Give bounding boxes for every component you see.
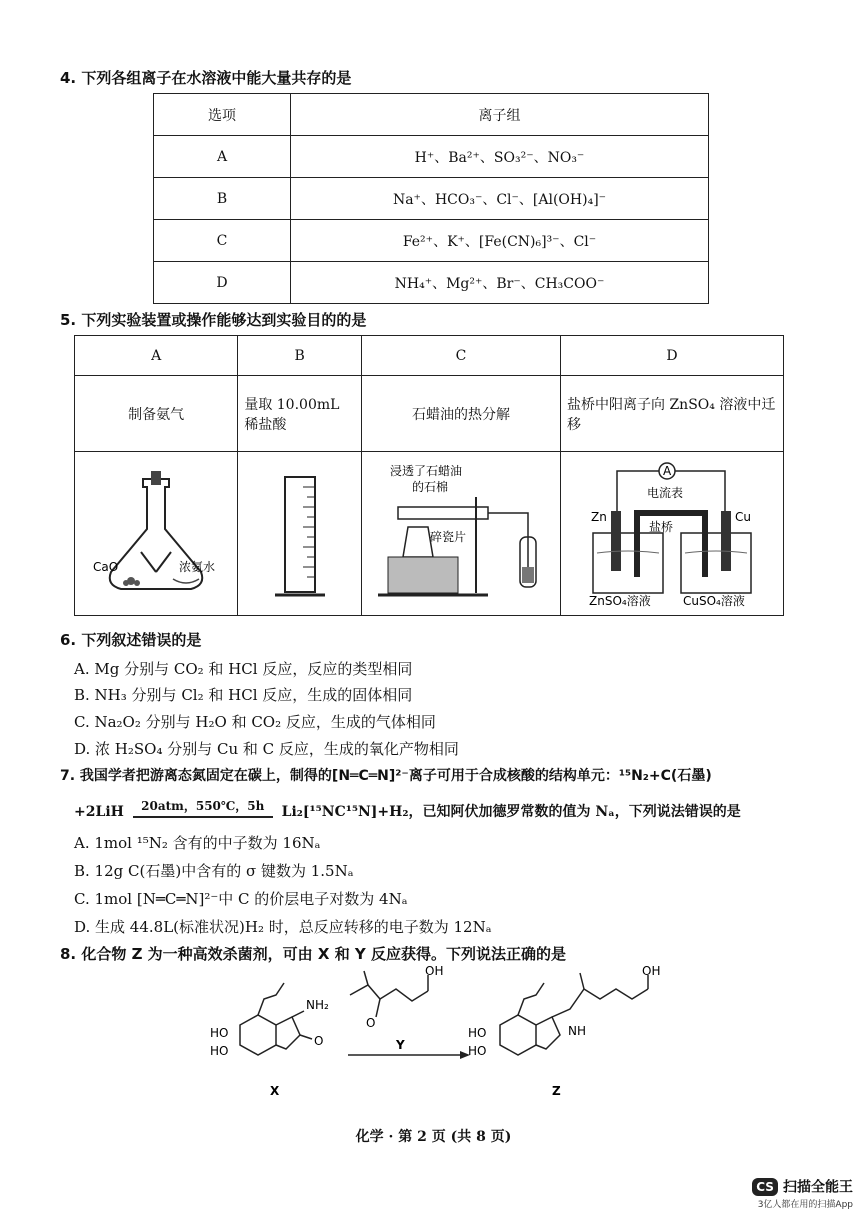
zn-label: Zn (591, 509, 607, 524)
ho-label-z2: HO (468, 1044, 487, 1058)
col-header: C (361, 336, 560, 376)
q6-option-b: B. NH₃ 分别与 Cl₂ 和 HCl 反应，生成的固体相同 (74, 686, 413, 704)
ammonia-label: 浓氨水 (179, 559, 216, 574)
ho-label: HO (210, 1044, 229, 1058)
nh-label: NH (568, 1024, 586, 1038)
table-row (154, 262, 709, 304)
apparatus-c (361, 452, 560, 616)
row-ions: Na⁺、HCO₃⁻、Cl⁻、[Al(OH)₄]⁻ (291, 178, 709, 220)
q6-option-c: C. Na₂O₂ 分别与 H₂O 和 CO₂ 反应，生成的气体相同 (74, 713, 436, 731)
q7-option-c: C. 1mol [N═C═N]²⁻中 C 的价层电子对数为 4Nₐ (74, 890, 408, 908)
question-5-title: 5. 下列实验装置或操作能够达到实验目的的是 (60, 311, 367, 329)
col-header: A (75, 336, 238, 376)
row-ions: H⁺、Ba²⁺、SO₃²⁻、NO₃⁻ (291, 136, 709, 178)
salt-bridge-label: 盐桥 (649, 519, 674, 534)
row-label: B (154, 178, 291, 220)
ammeter-label: 电流表 (647, 485, 684, 500)
purpose-cell: 盐桥中阳离子向 ZnSO₄ 溶液中迁移 (561, 376, 784, 452)
q7-option-d: D. 生成 44.8L(标准状况)H₂ 时，总反应转移的电子数为 12Nₐ (74, 918, 492, 936)
row-ions: NH₄⁺、Mg²⁺、Br⁻、CH₃COO⁻ (291, 262, 709, 304)
header-ions: 离子组 (291, 94, 709, 136)
ammonia-flask-diagram (81, 457, 231, 607)
row-label: C (154, 220, 291, 262)
q6-option-a: A. Mg 分别与 CO₂ 和 HCl 反应，反应的类型相同 (74, 660, 413, 678)
molecule-y (350, 971, 428, 1017)
ammeter-symbol: A (663, 463, 672, 478)
q7-reactant: +2LiH (74, 804, 124, 820)
apparatus-a (75, 452, 238, 616)
cao-label: CaO (93, 559, 119, 574)
molecule-x (240, 983, 312, 1055)
watermark-subtitle: 3亿人都在用的扫描App (757, 1199, 853, 1210)
table-row (75, 376, 784, 452)
apparatus-d (561, 452, 784, 616)
apparatus-b (238, 452, 362, 616)
question-8-title: 8. 化合物 Z 为一种高效杀菌剂，可由 X 和 Y 反应获得。下列说法正确的是 (60, 945, 566, 963)
question-6-title: 6. 下列叙述错误的是 (60, 631, 202, 649)
q6-option-d: D. 浓 H₂SO₄ 分别与 Cu 和 C 反应，生成的氧化产物相同 (74, 740, 459, 758)
col-header: D (561, 336, 784, 376)
q7-condition: 20atm，550℃，5h (133, 796, 273, 818)
col-header: B (238, 336, 362, 376)
cu-label: Cu (735, 509, 751, 524)
molecule-z (500, 973, 648, 1055)
table-row (154, 220, 709, 262)
paraffin-cracking-diagram (368, 457, 554, 607)
row-label: A (154, 136, 291, 178)
page-footer: 化学 · 第 2 页 (共 8 页) (355, 1129, 512, 1145)
galvanic-cell-diagram (567, 457, 777, 607)
x-label: X (270, 1084, 280, 1098)
graduated-cylinder-diagram (245, 457, 355, 607)
question-4-title: 4. 下列各组离子在水溶液中能大量共存的是 (60, 69, 352, 87)
question-7-line1: 7. 我国学者把游离态氮固定在碳上，制得的[N═C═N]²⁻离子可用于合成核酸的结构单元：¹⁵N₂+C(石墨) (60, 768, 712, 784)
table-row (154, 136, 709, 178)
ho-label-z: HO (468, 1026, 487, 1040)
asbestos-label: 浸透了石蜡油 (389, 463, 462, 478)
table-row (75, 336, 784, 376)
scanner-watermark (752, 1176, 853, 1210)
watermark-name: 扫描全能王 (783, 1179, 853, 1196)
question-7-line2 (74, 799, 741, 824)
q7-option-a: A. 1mol ¹⁵N₂ 含有的中子数为 16Nₐ (74, 834, 321, 852)
purpose-cell: 石蜡油的热分解 (361, 376, 560, 452)
table-row (154, 178, 709, 220)
ho-label: HO (210, 1026, 229, 1040)
header-option: 选项 (154, 94, 291, 136)
purpose-cell: 量取 10.00mL 稀盐酸 (238, 376, 362, 452)
porcelain-label: 碎瓷片 (429, 529, 466, 544)
oh-label-z: OH (642, 965, 661, 978)
cs-logo-icon: CS (752, 1178, 778, 1196)
asbestos-label-2: 的石棉 (411, 479, 448, 494)
q7-product: Li₂[¹⁵NC¹⁵N]+H₂，已知阿伏加德罗常数的值为 Nₐ，下列说法错误的是 (281, 804, 741, 820)
nh2-label: NH₂ (306, 998, 329, 1012)
row-ions: Fe²⁺、K⁺、[Fe(CN)₆]³⁻、Cl⁻ (291, 220, 709, 262)
table-row (75, 452, 784, 616)
table-row (154, 94, 709, 136)
znso4-label: ZnSO₄溶液 (589, 593, 651, 607)
purpose-cell: 制备氨气 (75, 376, 238, 452)
q5-experiment-table (74, 335, 784, 616)
cuso4-label: CuSO₄溶液 (683, 593, 745, 607)
y-label: Y (396, 1038, 405, 1052)
oh-label-y: O (366, 1016, 376, 1030)
oh-label: OH (425, 965, 444, 978)
row-label: D (154, 262, 291, 304)
z-label: Z (552, 1084, 561, 1098)
o-label: O (314, 1034, 324, 1048)
q7-option-b: B. 12g C(石墨)中含有的 σ 键数为 1.5Nₐ (74, 862, 354, 880)
q4-ion-table (153, 93, 709, 304)
reaction-scheme-diagram (200, 965, 670, 1100)
